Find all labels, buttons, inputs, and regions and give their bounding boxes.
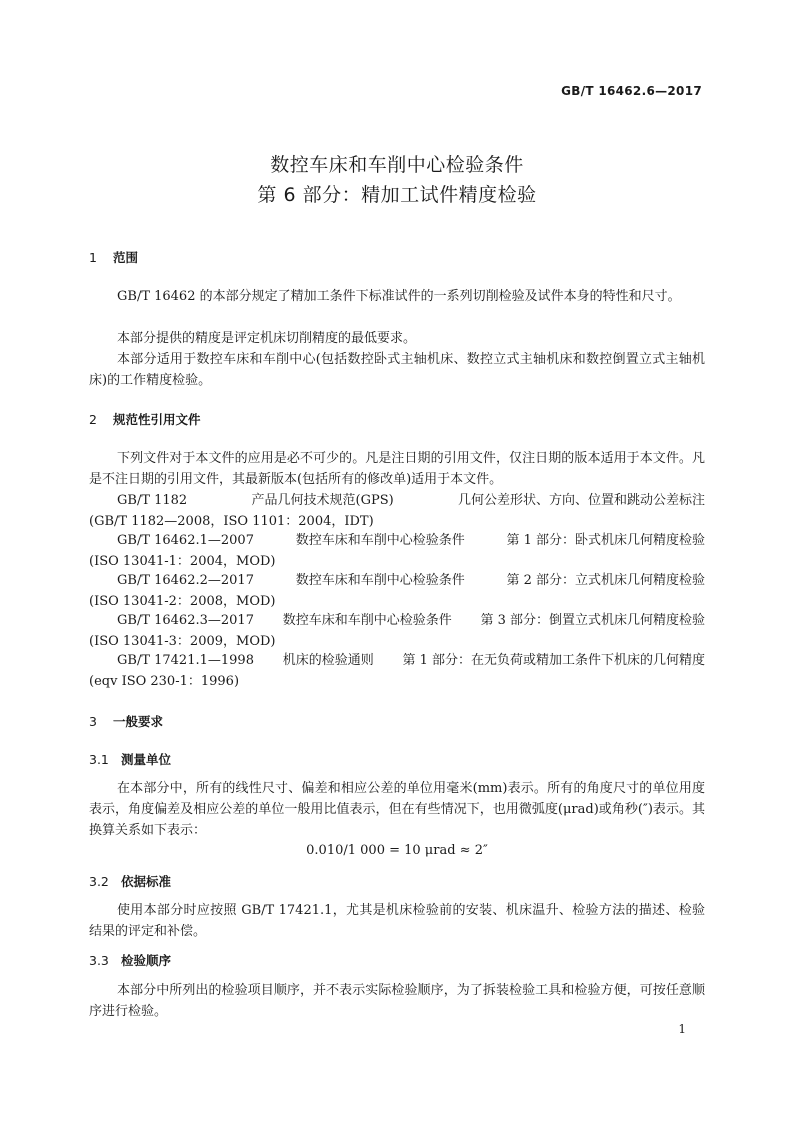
section-2-heading [89,410,201,428]
ref-subtitle: 第 1 部分：卧式机床几何精度检验 [506,533,705,548]
ref-code: GB/T 16462.2—2017 [117,573,254,588]
conversion-formula: 0.010/1 000 = 10 μrad ≈ 2″ [306,843,488,858]
ref-code: GB/T 16462.3—2017 [117,613,254,628]
page-number: 1 [678,1022,686,1036]
section-title: 规范性引用文件 [113,412,201,427]
scope-paragraph-3: 本部分适用于数控车床和车削中心(包括数控卧式主轴机床、数控立式主轴机床和数控倒置立式主轴机床)的工作精度检验。 [89,352,705,388]
document-title-line1: 数控车床和车削中心检验条件 [270,154,524,176]
ref-equivalence: (eqv ISO 230-1：1996) [89,674,240,689]
section-1-heading [89,248,138,266]
ref-code: GB/T 1182 [117,493,188,508]
ref-equivalence: (GB/T 1182—2008，ISO 1101：2004，IDT) [89,514,374,529]
ref-subtitle: 第 1 部分：在无负荷或精加工条件下机床的几何精度 [402,653,705,668]
reference-item [89,650,705,692]
section-title: 依据标准 [121,874,172,889]
ref-equivalence: (ISO 13041-3：2009，MOD) [89,634,276,649]
ref-title: 数控车床和车削中心检验条件 [295,533,465,548]
scope-paragraph-1: GB/T 16462 的本部分规定了精加工条件下标准试件的一系列切削检验及试件本身的特性和尺寸。 [117,289,681,304]
section-title: 范围 [113,250,139,265]
section-number: 1 [89,250,97,265]
section-3-1-heading [89,750,171,768]
section-number: 2 [89,412,97,427]
ref-code: GB/T 16462.1—2007 [117,533,254,548]
section-3-3-heading [89,951,171,969]
scope-paragraph-2: 本部分提供的精度是评定机床切削精度的最低要求。 [117,331,417,346]
section-3-2-heading [89,872,171,890]
references-intro: 下列文件对于本文件的应用是必不可少的。凡是注日期的引用文件，仅注日期的版本适用于本文件。凡是不注日期的引用文件，其最新版本(包括所有的修改单)适用于本文件。 [89,451,705,487]
reference-item [89,570,705,612]
reference-item [89,490,705,532]
section-number: 3 [89,714,97,729]
measurement-units-paragraph: 在本部分中，所有的线性尺寸、偏差和相应公差的单位用毫米(mm)表示。所有的角度尺寸的单位用度表示，角度偏差及相应公差的单位一般用比值表示，但在有些情况下，也用微弧度(μrad)或角秒(″)表示。其换算关系如下表示： [89,781,705,838]
ref-equivalence: (ISO 13041-2：2008，MOD) [89,594,276,609]
section-title: 测量单位 [121,752,172,767]
section-3-heading [89,712,163,730]
reference-item [89,530,705,572]
section-number: 3.1 [89,752,109,767]
document-title-line2: 第 6 部分：精加工试件精度检验 [257,184,537,206]
section-title: 一般要求 [113,714,164,729]
reference-standard-paragraph: 使用本部分时应按照 GB/T 17421.1，尤其是机床检验前的安装、机床温升、检验方法的描述、检验结果的评定和补偿。 [89,903,705,939]
ref-code: GB/T 17421.1—1998 [117,653,254,668]
ref-subtitle: 几何公差形状、方向、位置和跳动公差标注 [457,493,705,508]
section-number: 3.2 [89,874,109,889]
ref-title: 数控车床和车削中心检验条件 [282,613,452,628]
section-number: 3.3 [89,953,109,968]
ref-title: 数控车床和车削中心检验条件 [295,573,465,588]
standard-number: GB/T 16462.6—2017 [561,84,702,98]
section-title: 检验顺序 [121,953,172,968]
reference-item [89,610,705,652]
ref-subtitle: 第 2 部分：立式机床几何精度检验 [506,573,705,588]
ref-equivalence: (ISO 13041-1：2004，MOD) [89,554,276,569]
ref-title: 产品几何技术规范(GPS) [251,493,394,508]
ref-subtitle: 第 3 部分：倒置立式机床几何精度检验 [480,613,705,628]
ref-title: 机床的检验通则 [282,653,374,668]
test-sequence-paragraph: 本部分中所列出的检验项目顺序，并不表示实际检验顺序，为了拆装检验工具和检验方便，可按任意顺序进行检验。 [89,983,705,1019]
